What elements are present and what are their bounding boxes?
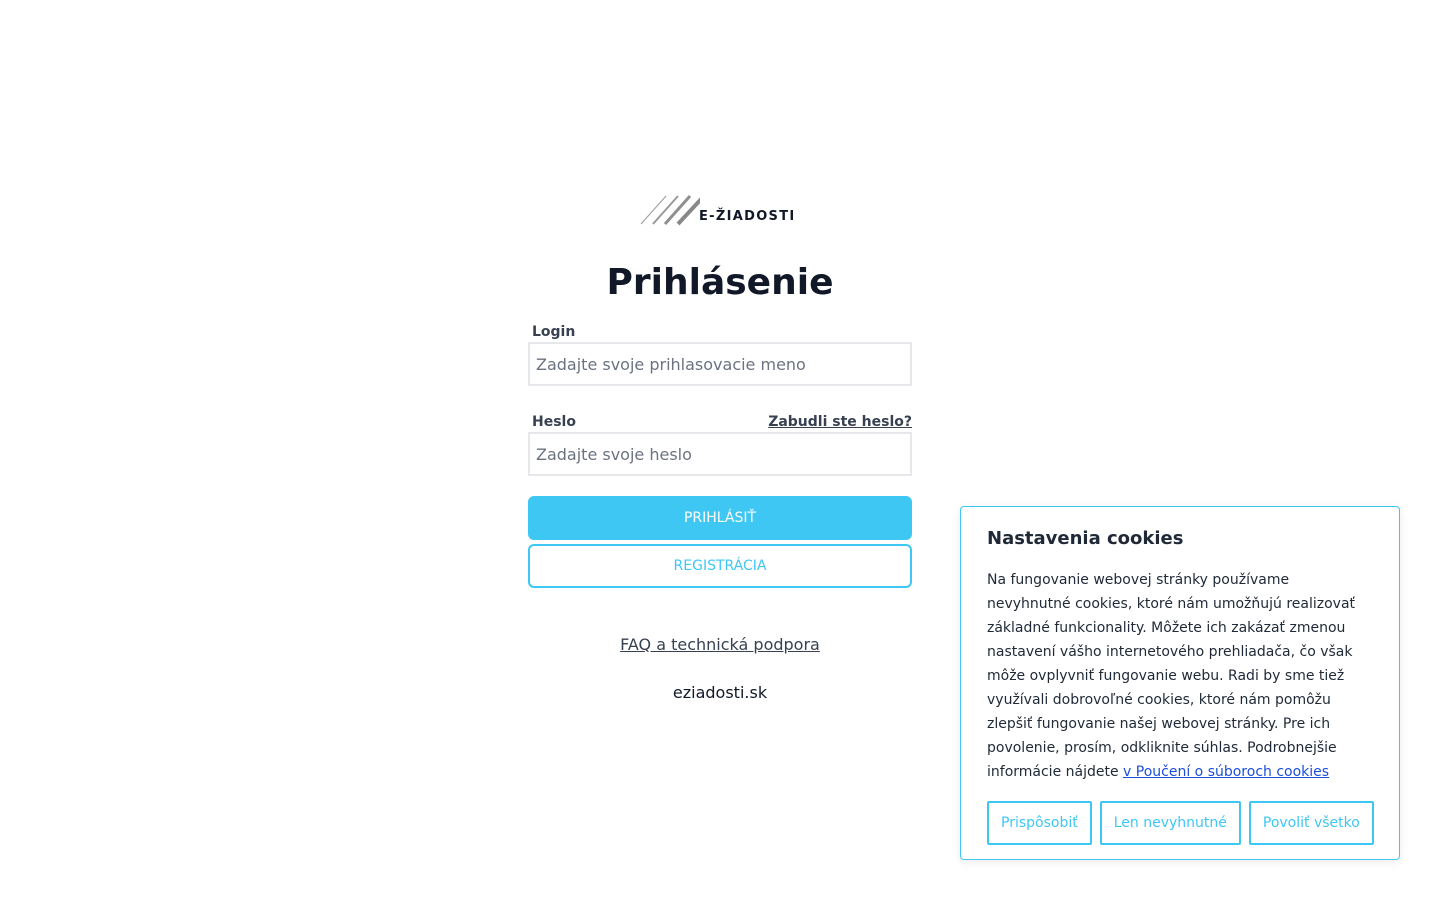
forgot-password-link[interactable]: Zabudli ste heslo? — [768, 414, 912, 430]
password-field-group — [528, 410, 912, 476]
register-button[interactable]: REGISTRÁCIA — [528, 544, 912, 588]
page-title: Prihlásenie — [606, 262, 834, 303]
login-label-row — [528, 320, 912, 340]
cookie-necessary-button[interactable]: Len nevyhnutné — [1100, 801, 1241, 845]
site-name: eziadosti.sk — [672, 683, 768, 702]
logo-text: E-ŽIADOSTI — [699, 209, 796, 224]
login-button[interactable]: PRIHLÁSIŤ — [528, 496, 912, 540]
cookie-policy-link[interactable]: v Poučení o súboroch cookies — [1123, 764, 1330, 780]
cookie-title: Nastavenia cookies — [987, 528, 1184, 549]
cookie-buttons — [987, 801, 1373, 845]
cookie-description: Na fungovanie webovej stránky používame nevyhnutné cookies, ktoré nám umožňujú realizovať základné funkcionality. Môžete ich zakázať zmenou nastavení vášho internetového prehliadača, čo však môže ovplyvniť fungovanie webu. Radi by sme tiež využívali dobrovoľné cookies, ktoré nám pomôžu zlepšiť fungovanie našej webovej stránky. Pre ich povolenie, prosím, odkliknite súhlas. Podrobnejšie informácie nájdete — [987, 572, 1356, 780]
faq-container — [480, 634, 960, 656]
faq-link[interactable]: FAQ a technická podpora — [620, 635, 820, 654]
login-field-group — [528, 320, 912, 386]
login-form — [528, 320, 912, 588]
password-label: Heslo — [532, 414, 576, 430]
logo[interactable] — [640, 194, 802, 226]
password-input[interactable] — [528, 432, 912, 476]
cookie-banner — [960, 506, 1400, 860]
cookie-allow-all-button[interactable]: Povoliť všetko — [1249, 801, 1374, 845]
logo-stripes-icon — [640, 194, 700, 226]
login-input[interactable] — [528, 342, 912, 386]
login-label: Login — [532, 324, 576, 340]
cookie-text — [987, 568, 1373, 784]
password-label-row — [528, 410, 912, 430]
cookie-customize-button[interactable]: Prispôsobiť — [987, 801, 1092, 845]
